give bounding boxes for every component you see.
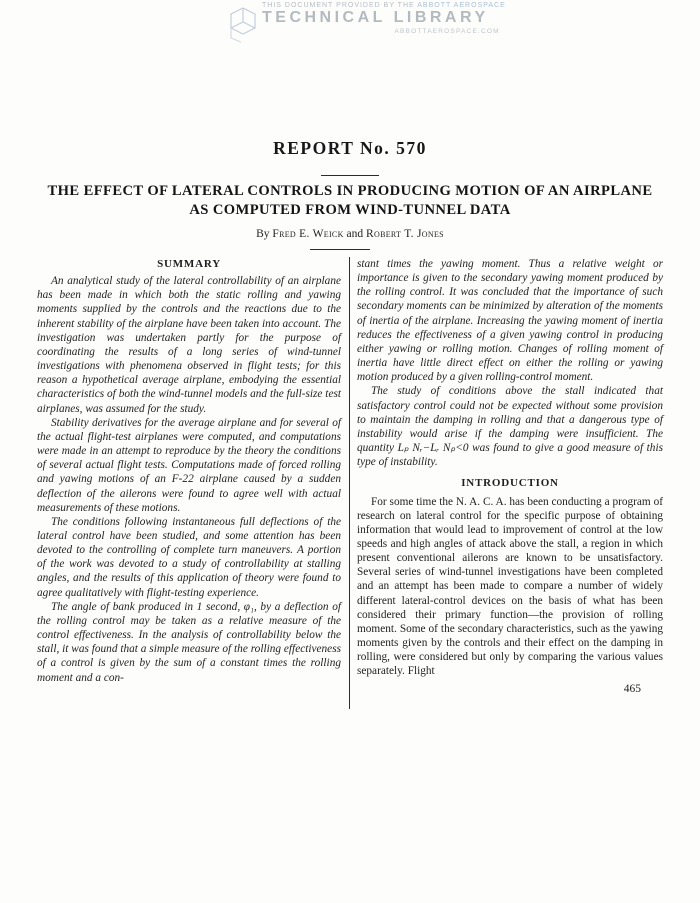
introduction-heading: INTRODUCTION	[461, 477, 559, 490]
byline-prefix: By	[256, 228, 270, 240]
summary-paragraph-1: An analytical study of the lateral controllability of an airplane has been made in which both the static rolling and yawing moments supplied by the controls and the reactions due to the inherent stability of the airplane have been taken into account. The investigation was undertaken partly for the purpose of coordinating the results of a long series of wind-tunnel investigations with phenomena observed in flight tests; for this reason a hypothetical average airplane, embodying the essential characteristics of both the wind-tunnel models and the full-size test airplanes, was assumed for the study.	[37, 275, 341, 415]
watermark-provided-by-label: THIS DOCUMENT PROVIDED BY THE	[262, 2, 415, 9]
watermark	[228, 2, 506, 43]
left-column	[37, 257, 341, 685]
page-number: 465	[623, 682, 641, 695]
report-number: REPORT No. 570	[273, 138, 427, 158]
watermark-site-url: ABBOTTAEROSPACE.COM	[394, 28, 500, 35]
byline-author-1: Fred E. Weick	[272, 228, 344, 240]
right-column	[357, 257, 663, 696]
page-title	[20, 182, 680, 219]
summary-paragraph-4: The angle of bank produced in 1 second, φ₁, by a deflection of the rolling control may be taken as a relative measure of the control effectiveness. In the analysis of controllability below the stall, it was found that a simple measure of the rolling effectiveness of a control is given by the sum of a constant times the rolling moment and a con-	[37, 600, 341, 684]
watermark-library-title: TECHNICAL LIBRARY	[262, 9, 489, 26]
byline	[0, 228, 700, 240]
summary-paragraph-3: The conditions following instantaneous full deflections of the lateral control have been studied, and some attention has been devoted to the controlling of complete turn maneuvers. A portion of the work was devoted to a study of controllability at stalling angles, and the results of this application of theory were found to agree qualitatively with flight-testing experience.	[37, 515, 341, 599]
separator-rule-top	[321, 175, 379, 176]
byline-author-2: Robert T. Jones	[366, 228, 444, 240]
watermark-text	[262, 2, 506, 35]
byline-conjunction: and	[346, 228, 364, 240]
page-title-line2: AS COMPUTED FROM WIND-TUNNEL DATA	[189, 201, 511, 218]
abbott-aerospace-cube-icon	[228, 5, 258, 43]
introduction-paragraph-1: For some time the N. A. C. A. has been conducting a program of research on lateral control for the specific purpose of obtaining information that would lead to improvement of control at the low speeds and high angles of attack above the stall, a region in which present conventional ailerons are known to be unsatisfactory. Several series of wind-tunnel investigations have been completed and an attempt has been made to compare a number of widely different lateral-control devices on the basis of what has been considered their primary function—the provision of rolling moment. Some of the secondary characteristics, such as the yawing moments given by the controls and their effect on the damping in rolling, were considered but only by comparing the various values separately. Flight	[357, 495, 663, 678]
page-title-line1: THE EFFECT OF LATERAL CONTROLS IN PRODUCING MOTION OF AN AIRPLANE	[47, 183, 653, 199]
watermark-provider-label: ABBOTT AEROSPACE	[417, 2, 506, 9]
summary-paragraph-2: Stability derivatives for the average airplane and for several of the actual flight-test airplanes were computed, and computations were made in an attempt to reproduce by the theory the conditions of several actual flight tests. Computations made of forced rolling and yawing motions of an F-22 airplane caused by a sudden deflection of the ailerons were found to agree well with actual measurements of these motions.	[37, 416, 341, 514]
separator-rule-byline	[310, 249, 370, 250]
summary-heading: SUMMARY	[157, 258, 221, 270]
watermark-provided-by	[262, 2, 506, 9]
summary-continuation-paragraph: stant times the yawing moment. Thus a relative weight or importance is given to the secondary yawing moment produced by the rolling control. It was concluded that the importance of such secondary moments can be minimized by alteration of the moments of inertia of the airplane. Increasing the yawing moment of inertia reduces the effectiveness of a given yawing control in producing either yawing or rolling motion. Changes of rolling moment of inertia have little direct effect on either the rolling or yawing motion produced by a given rolling-control moment.	[357, 258, 663, 384]
column-divider-rule	[349, 257, 350, 709]
summary-paragraph-5: The study of conditions above the stall indicated that satisfactory control could not be expected without some provision to maintain the damping in rolling and that a dangerous type of instability would arise if the damping were insufficient. The quantity Lₚ Nᵣ−Lᵣ Nₚ<0 was found to give a good measure of this type of instability.	[357, 385, 663, 469]
